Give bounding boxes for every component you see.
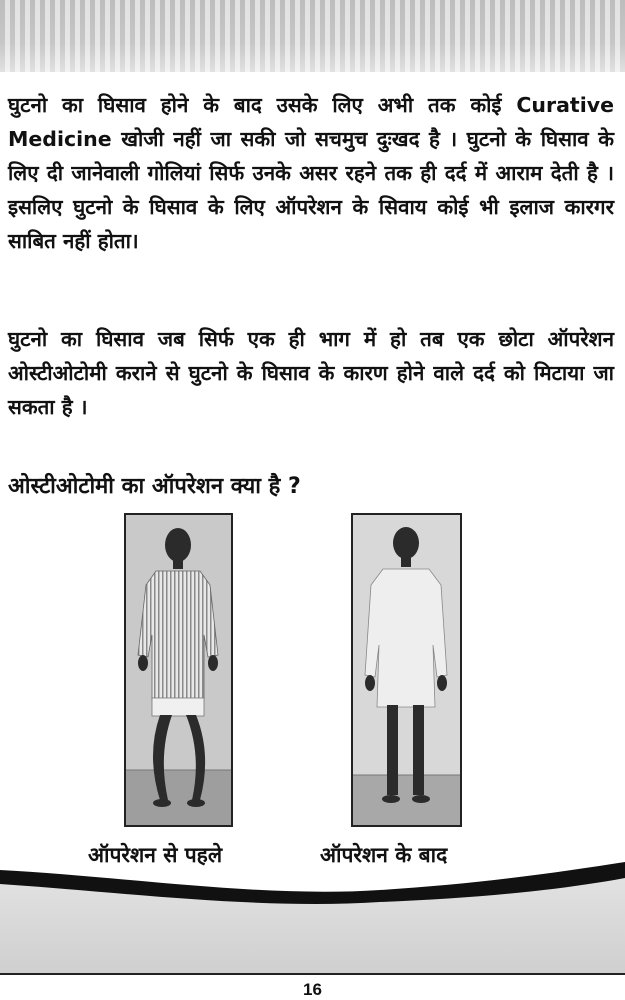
photo-before-operation xyxy=(124,513,233,827)
patient-after-figure xyxy=(353,515,460,825)
page-number: 16 xyxy=(303,980,322,999)
paragraph-intro: घुटनो का घिसाव होने के बाद उसके लिए अभी तक कोई Curative Medicine खोजी नहीं जा सकी जो सचमुच दुःखद है । घुटनो के घिसाव के लिए दी जानेवाली गोलियां सिर्फ उनके असर रहने तक ही दर्द में आराम देती है । इसलिए घुटनो के घिसाव के लिए ऑपरेशन के सिवाय कोई भी इलाज कारगर साबित नहीं होता। xyxy=(8,93,614,253)
patient-before-figure xyxy=(126,515,231,825)
caption-before-operation: ऑपरेशन से पहले xyxy=(88,843,223,867)
photo-after-operation xyxy=(351,513,462,827)
section-heading: ओस्टीओटोमी का ऑपरेशन क्या है ? xyxy=(8,474,301,499)
footer-swoosh xyxy=(0,862,625,982)
header-stripe-band xyxy=(0,0,625,72)
paragraph-osteotomy: घुटनो का घिसाव जब सिर्फ एक ही भाग में हो तब एक छोटा ऑपरेशन ओस्टीओटोमी कराने से घुटनो के घिसाव के कारण होने वाले दर्द को मिटाया जा सकता है । xyxy=(8,327,614,419)
caption-after-operation: ऑपरेशन के बाद xyxy=(320,843,448,867)
